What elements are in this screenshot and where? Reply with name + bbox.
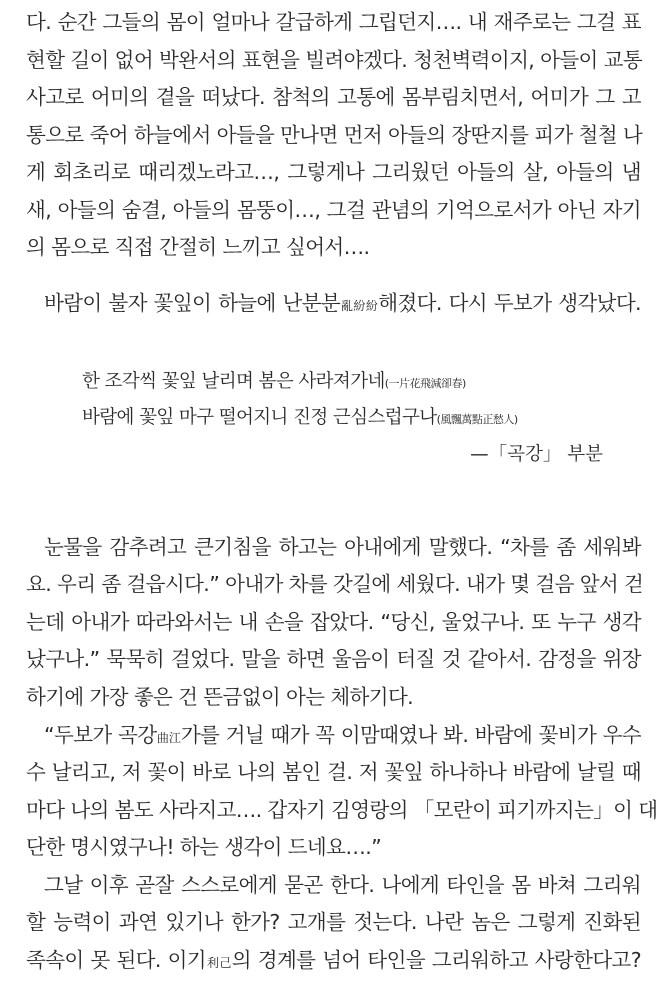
text-line: 는데 아내가 따라와서는 내 손을 잡았다. “당신, 울었구나. 또 누구 생각 — [26, 610, 641, 634]
text-line: 통으로 죽어 하늘에서 아들을 만나면 먼저 아들의 장딴지를 피가 철철 나 — [26, 123, 643, 147]
text-line: 의 몸으로 직접 간절히 느끼고 싶어서…. — [26, 235, 370, 259]
text-line: 마다 나의 봄도 사라지고…. 갑자기 김영랑의 「모란이 피기까지는」이 대 — [26, 798, 658, 822]
text-line: 수 날리고, 저 꽃이 바로 나의 봄인 걸. 저 꽃잎 하나하나 바람에 날릴 때 — [26, 760, 641, 784]
text-line: 할 능력이 과연 있기나 한가? 고개를 젓는다. 나란 놈은 그렇게 진화된 — [26, 910, 641, 934]
text-segment: 가를 거닐 때가 꼭 이맘때였나 봐. 바람에 꽃비가 우수 — [180, 723, 641, 747]
text-line: 현할 길이 없어 박완서의 표현을 빌려야겠다. 청천벽력이지, 아들이 교통 — [26, 48, 643, 72]
text-line: 하기에 가장 좋은 건 뜬금없이 아는 체하기다. — [26, 685, 414, 709]
text-line: 그날 이후 곧잘 스스로에게 묻곤 한다. 나에게 타인을 몸 바쳐 그리워 — [44, 873, 641, 897]
hanja-annotation: 利己 — [206, 956, 232, 970]
poem-line — [82, 404, 518, 432]
text-segment: 해졌다. 다시 두보가 생각났다. — [378, 291, 641, 315]
text-line: 게 회초리로 때리겠노라고…, 그렇게나 그리웠던 아들의 살, 아들의 냄 — [26, 160, 641, 184]
poem-source: —「곡강」 부분 — [470, 444, 603, 465]
text-line: 요. 우리 좀 걸읍시다.” 아내가 차를 갓길에 세웠다. 내가 몇 걸음 앞서 걷 — [26, 572, 644, 596]
text-line: 새, 아들의 숨결, 아들의 몸뚱이…, 그걸 관념의 기억으로서가 아닌 자기 — [26, 198, 641, 222]
text-line: 났구나.” 묵묵히 걸었다. 말을 하면 울음이 터질 것 같아서. 감정을 위장 — [26, 647, 641, 671]
text-segment: “두보가 곡강 — [44, 723, 157, 747]
text-segment: 바람이 불자 꽃잎이 하늘에 난분분 — [44, 291, 341, 315]
poem-text: 한 조각씩 꽃잎 날리며 봄은 사라져가네 — [82, 371, 385, 392]
hanja-annotation: (風飄萬點正愁人) — [436, 413, 518, 426]
hanja-annotation: (一片花飛減卻春) — [384, 377, 466, 390]
hanja-annotation: 亂紛紛 — [340, 299, 379, 313]
text-line — [44, 720, 641, 750]
poem-line — [82, 368, 466, 396]
text-line: 사고로 어미의 곁을 떠났다. 참척의 고통에 몸부림치면서, 어미가 그 고 — [26, 85, 641, 109]
text-line — [26, 945, 641, 975]
hanja-annotation: 曲江 — [156, 731, 181, 745]
text-segment: 족속이 못 된다. 이기 — [26, 948, 207, 972]
poem-text: 바람에 꽃잎 마구 떨어지니 진정 근심스럽구나 — [82, 407, 437, 428]
paragraph-2 — [44, 288, 641, 318]
text-line: 다. 순간 그들의 몸이 얼마나 갈급하게 그립던지…. 내 재주로는 그걸 표 — [26, 10, 641, 34]
text-line: 단한 명시였구나! 하는 생각이 드네요….” — [26, 835, 382, 859]
text-segment: 의 경계를 넘어 타인을 그리워하고 사랑한다고? — [231, 948, 641, 972]
text-line: 눈물을 감추려고 큰기침을 하고는 아내에게 말했다. “차를 좀 세워봐 — [44, 535, 641, 559]
